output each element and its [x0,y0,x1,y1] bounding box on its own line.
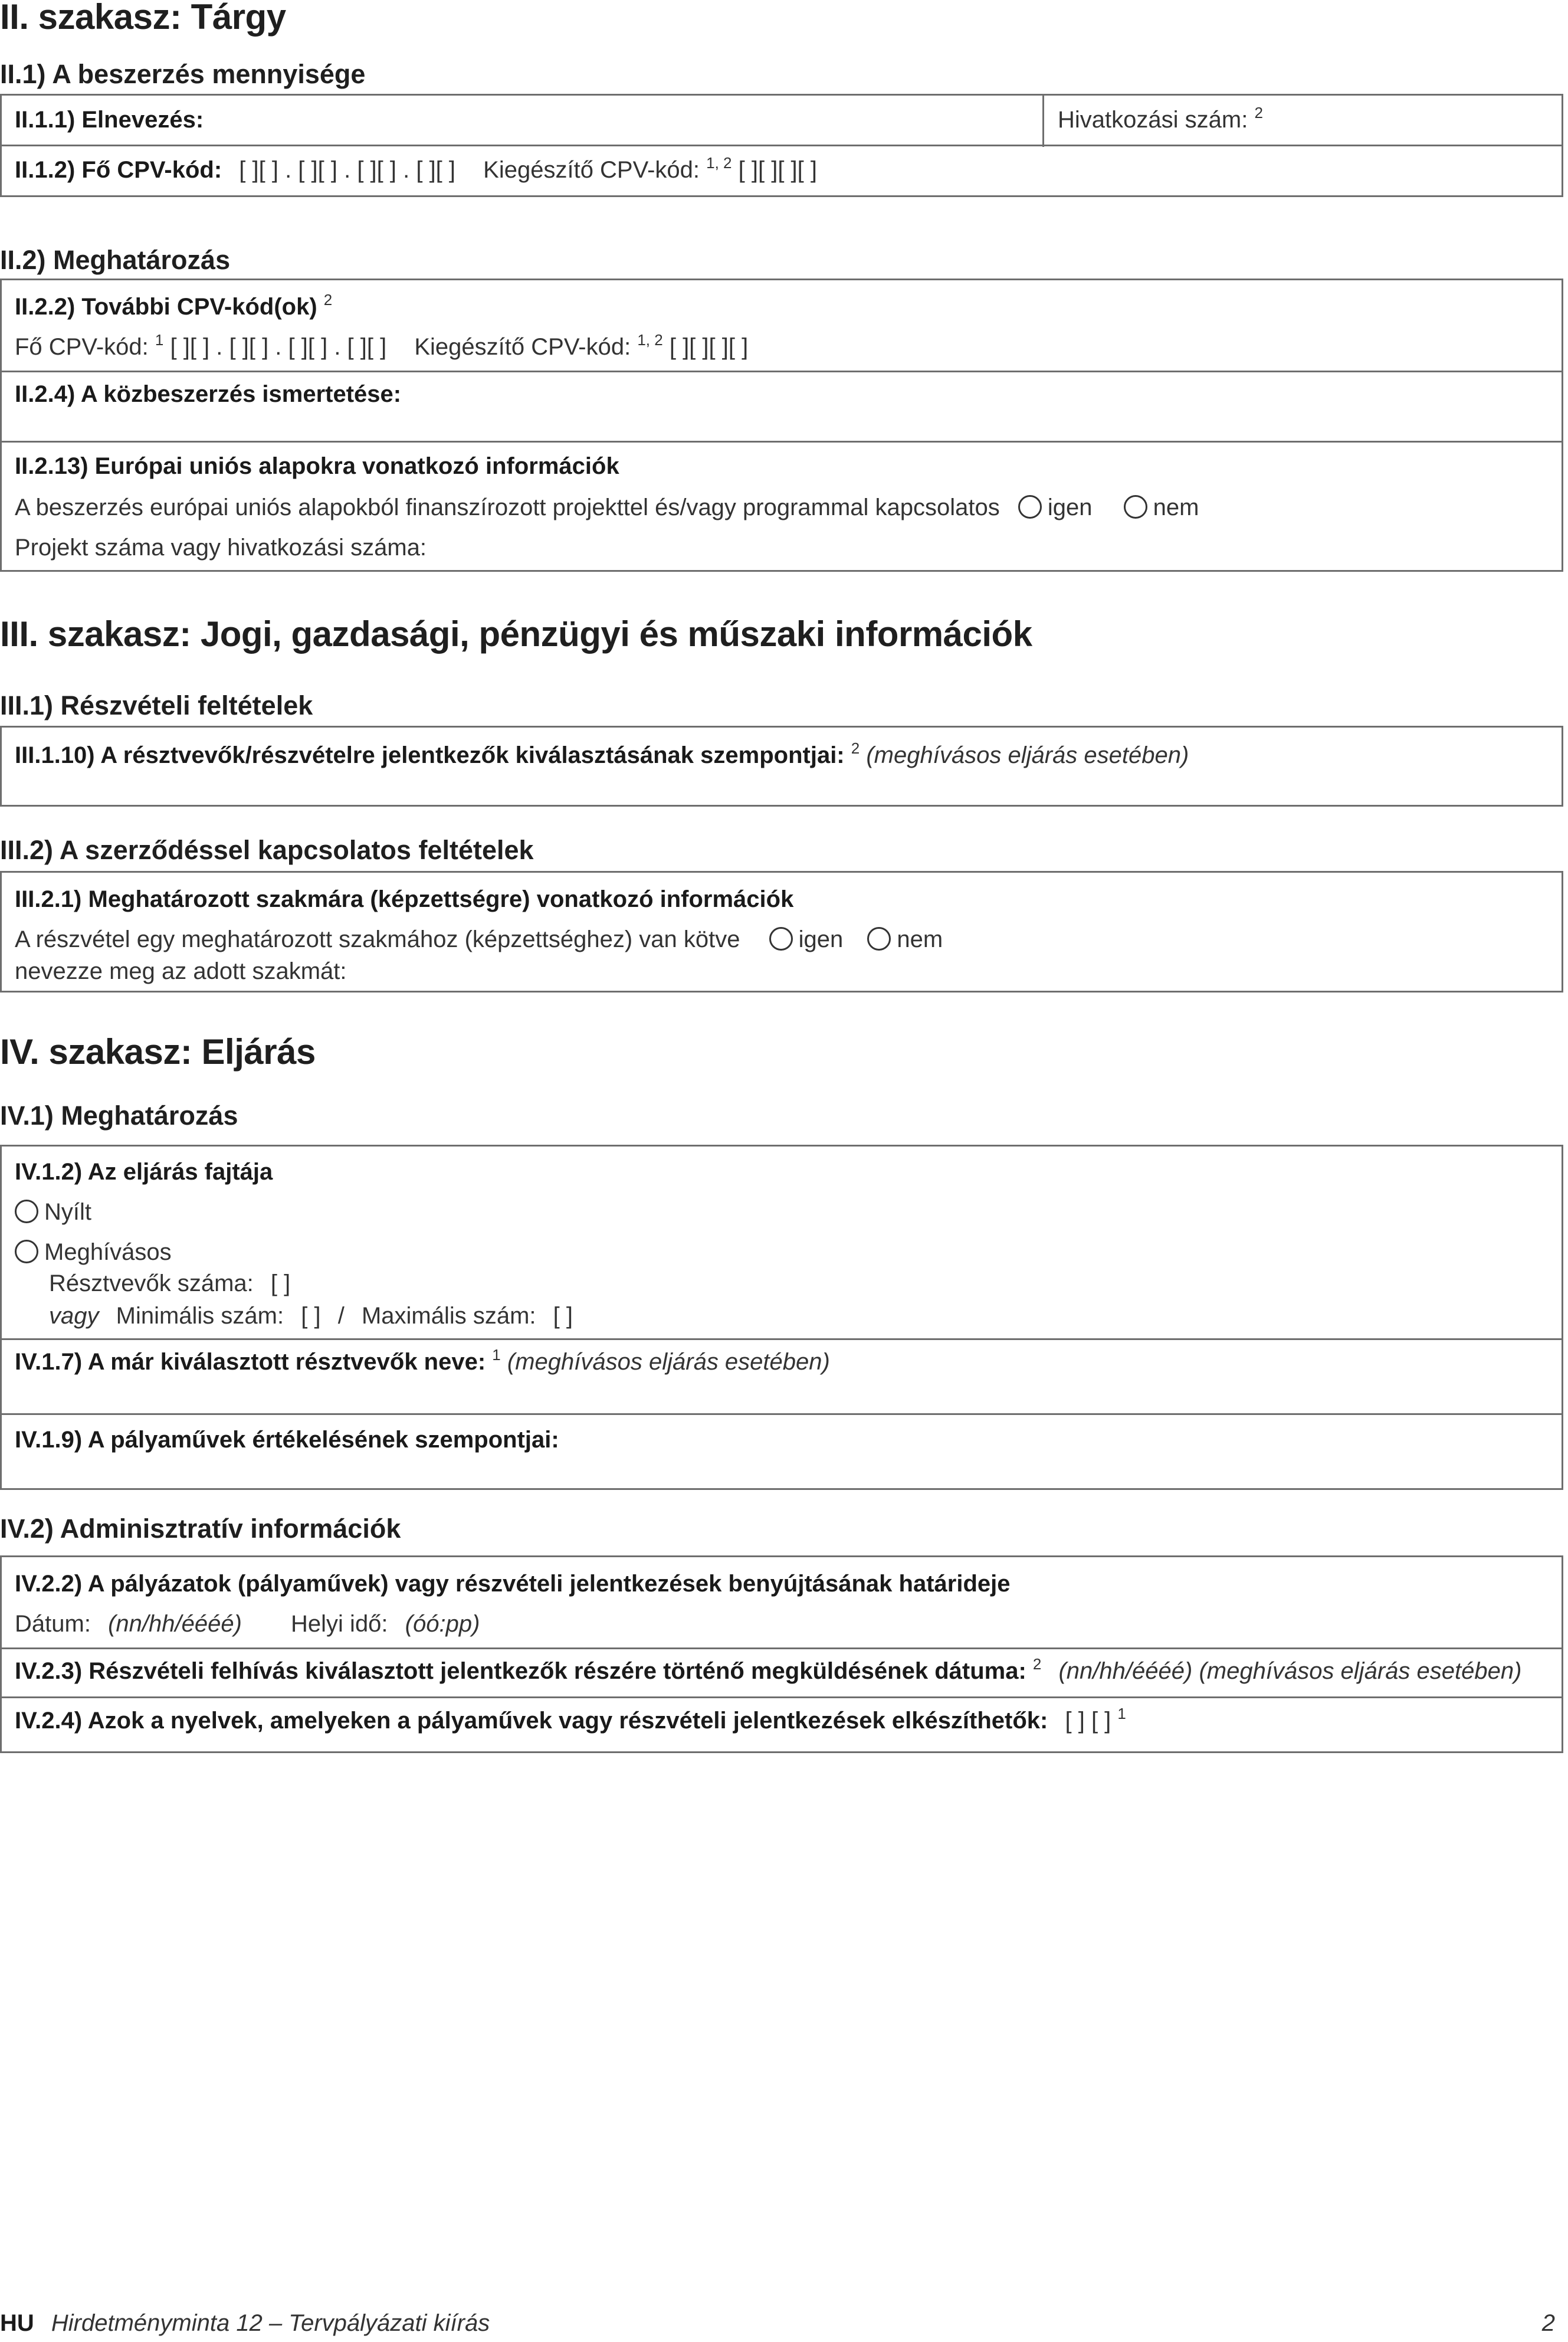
ii-2-13-label: II.2.13) Európai uniós alapokra vonatkozó információk [15,453,619,479]
procedure-open-option[interactable]: Nyílt [15,1197,91,1227]
profession-no-radio[interactable] [867,927,891,951]
reference-number-field[interactable]: Hivatkozási szám: $^2$ [1058,103,1263,133]
deadline-date-field[interactable]: (nn/hh/éééé) [108,1611,242,1637]
iv-1-2-label: IV.1.2) Az eljárás fajtája [15,1159,273,1185]
divider [2,1338,1562,1340]
invitation-date-field[interactable]: (nn/hh/éééé) [1058,1658,1193,1684]
eu-funds-question: A beszerzés európai uniós alapokból finanszírozott projekttel és/vagy programmal kapcsolatos igen nem [15,494,1199,520]
ii-2-heading: II.2) Meghatározás [0,245,231,275]
iii-2-box [0,871,1563,993]
profession-name-field[interactable]: nevezze meg az adott szakmát: [15,958,347,984]
divider [2,1647,1562,1649]
ii-1-heading: II.1) A beszerzés mennyisége [0,59,366,89]
footer-form-title: Hirdetményminta 12 – Tervpályázati kiírás [51,2310,490,2336]
supplementary-cpv-code-field[interactable]: [ ][ ][ ][ ] [738,157,817,183]
languages-row: IV.2.4) Azok a nyelvek, amelyeken a pályaművek vagy részvételi jelentkezések elkészíthetők: [ ] [ ] $^1$ [15,1704,1126,1734]
procedure-restricted-option[interactable]: Meghívásos [15,1237,172,1267]
iii-1-heading: III.1) Részvételi feltételek [0,690,313,720]
additional-cpv-row: Fő CPV-kód: $^1$ [ ][ ] . [ ][ ] . [ ][ ] . [ ][ ] Kiegészítő CPV-kód: $^{1, 2}$ [ ][ ][ ][ ] [15,330,749,360]
divider [2,371,1562,372]
section-iv-title: IV. szakasz: Eljárás [0,1032,316,1072]
iv-2-box [0,1555,1563,1753]
invitation-date-row: IV.2.3) Részvételi felhívás kiválasztott jelentkezők részére történő megküldésének dátuma: $^2$ (nn/hh/éééé) (meghívásos eljárás esetében) [15,1655,1522,1684]
main-cpv-row: II.1.2) Fő CPV-kód: [ ][ ] . [ ][ ] . [ ][ ] . [ ][ ] Kiegészítő CPV-kód: $^{1, 2}$ [ ][ ][ ][ ] [15,153,817,183]
iv-1-9-label: IV.1.9) A pályaművek értékelésének szempontjai: [15,1427,559,1453]
project-number-field[interactable]: Projekt száma vagy hivatkozási száma: [15,535,427,561]
section-ii-title: II. szakasz: Tárgy [0,0,286,37]
ii-2-4-label: II.2.4) A közbeszerzés ismertetése: [15,381,402,407]
iv-1-heading: IV.1) Meghatározás [0,1100,238,1131]
divider [1042,96,1044,147]
procedure-restricted-radio[interactable] [15,1240,38,1263]
deadline-row: Dátum: (nn/hh/éééé) Helyi idő: (óó:pp) [15,1611,480,1637]
page-number: 2 [1541,2310,1555,2336]
footer-language-code: HU [0,2310,34,2336]
deadline-time-field[interactable]: (óó:pp) [405,1611,480,1637]
additional-supplementary-cpv-field[interactable]: [ ][ ][ ][ ] [669,334,749,360]
divider [2,1696,1562,1698]
profession-yes-radio[interactable] [769,927,793,951]
profession-question: A részvétel egy meghatározott szakmához (képzettséghez) van kötve igen nem [15,926,943,952]
iv-1-box: IV.1.2) Az eljárás fajtája Nyílt Meghívásos Résztvevők száma: [ ] vagy Minimális szám: [ ] / Maximális szám: [ ] IV.1.7) A már kiválasztott résztvevők neve: $^1$ (meghívásos eljárás esetében) IV.1.9) A pályaművek értékelésének szempontjai: [0,1145,1563,1490]
ii-1-box [0,94,1563,197]
eu-funds-no-radio[interactable] [1124,495,1147,519]
additional-main-cpv-field[interactable]: [ ][ ] . [ ][ ] . [ ][ ] . [ ][ ] [170,334,387,360]
iv-2-2-label: IV.2.2) A pályázatok (pályaművek) vagy részvételi jelentkezések benyújtásának határideje [15,1571,1011,1597]
iii-2-heading: III.2) A szerződéssel kapcsolatos feltételek [0,835,534,865]
section-iii-title: III. szakasz: Jogi, gazdasági, pénzügyi és műszaki információk [0,614,1032,654]
ii-2-box: II.2.2) További CPV-kód(ok) $^2$ Fő CPV-kód: $^1$ [ ][ ] . [ ][ ] . [ ][ ] . [ ][ ] Kiegészítő CPV-kód: $^{1, 2}$ [ ][ ][ ][ ] II.2.4) A közbeszerzés ismertetése: II.2.13) Európai uniós alapokra vonatkozó információk A beszerzés európai uniós alapokból finanszírozott projekttel és/vagy programmal kapcsolatos igen nem Projekt száma vagy hivatkozási száma: [0,279,1563,572]
procedure-open-radio[interactable] [15,1200,38,1223]
divider [2,145,1562,146]
participants-number-field[interactable]: [ ] [270,1270,291,1296]
iii-1-box: III.1.10) A résztvevők/részvételre jelentkezők kiválasztásának szempontjai: $^2$ (meghívásos eljárás esetében) [0,726,1563,807]
languages-field[interactable]: [ ] [ ] [1065,1708,1111,1734]
max-number-field[interactable]: [ ] [553,1303,573,1329]
ii-2-2-label: II.2.2) További CPV-kód(ok) [15,294,317,320]
participants-number-row: Résztvevők száma: [ ] [49,1270,291,1296]
iii-2-1-label: III.2.1) Meghatározott szakmára (képzettségre) vonatkozó információk [15,886,794,912]
eu-funds-yes-radio[interactable] [1018,495,1042,519]
page-footer [0,2310,490,2337]
divider [2,441,1562,443]
main-cpv-code-field[interactable]: [ ][ ] . [ ][ ] . [ ][ ] . [ ][ ] [239,157,456,183]
ii-1-1-label: II.1.1) Elnevezés: [15,107,204,133]
iv-1-7-label: IV.1.7) A már kiválasztott résztvevők neve: [15,1349,486,1375]
iii-1-10-label: III.1.10) A résztvevők/részvételre jelentkezők kiválasztásának szempontjai: [15,742,845,768]
divider [2,1413,1562,1415]
iv-2-heading: IV.2) Adminisztratív információk [0,1514,401,1544]
min-number-field[interactable]: [ ] [301,1303,321,1329]
min-max-row: vagy Minimális szám: [ ] / Maximális szám: [ ] [49,1303,573,1329]
